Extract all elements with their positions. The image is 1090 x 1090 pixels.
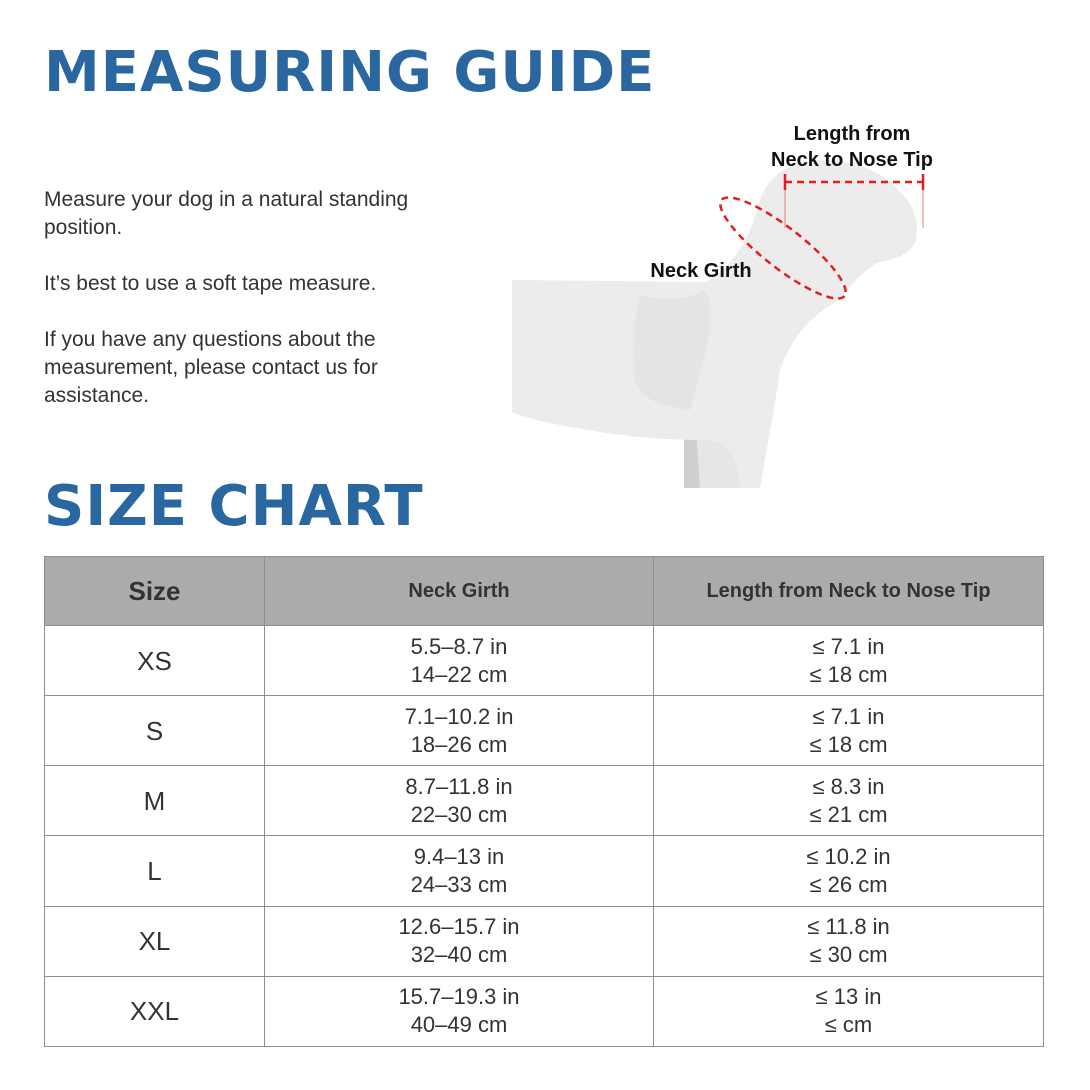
len-in: ≤ 7.1 in: [812, 633, 885, 659]
neck-girth-label: Neck Girth: [650, 260, 752, 282]
len-cm: ≤ 18 cm: [809, 731, 888, 757]
table-row: [45, 836, 1044, 906]
neck-in: 5.5–8.7 in: [410, 633, 508, 659]
neck-girth-cell: [265, 906, 654, 976]
measuring-guide-title: MEASURING GUIDE: [44, 40, 656, 105]
size-cell: XS: [45, 626, 265, 696]
neck-in: 12.6–15.7 in: [398, 914, 520, 940]
header-size: Size: [45, 557, 265, 626]
neck-cm: 18–26 cm: [410, 731, 508, 757]
header-neck-girth: Neck Girth: [265, 557, 654, 626]
size-cell: XL: [45, 906, 265, 976]
table-header-row: [45, 557, 1044, 626]
length-cell: [654, 976, 1044, 1046]
size-cell: XXL: [45, 976, 265, 1046]
neck-cm: 40–49 cm: [410, 1012, 508, 1038]
neck-cm: 32–40 cm: [410, 942, 508, 968]
table-row: [45, 906, 1044, 976]
length-label: [752, 121, 952, 173]
neck-in: 9.4–13 in: [413, 844, 505, 870]
neck-cm: 22–30 cm: [410, 801, 508, 827]
length-cell: [654, 906, 1044, 976]
neck-girth-cell: [265, 976, 654, 1046]
len-in: ≤ 13 in: [815, 984, 882, 1010]
neck-in: 7.1–10.2 in: [404, 703, 514, 729]
size-table: [44, 556, 1044, 1047]
dog-silhouette-illustration: [0, 0, 1090, 500]
len-cm: ≤ 26 cm: [809, 872, 888, 898]
neck-girth-cell: [265, 766, 654, 836]
neck-girth-cell: [265, 836, 654, 906]
len-in: ≤ 8.3 in: [812, 773, 885, 799]
dog-measurement-diagram: [0, 0, 1090, 500]
instruction-contact: If you have any questions about the measurement, please contact us for assistance.: [44, 328, 378, 407]
length-cell: [654, 766, 1044, 836]
size-chart-title: SIZE CHART: [44, 474, 424, 539]
header-length: Length from Neck to Nose Tip: [654, 557, 1044, 626]
len-cm: ≤ 30 cm: [809, 942, 888, 968]
neck-girth-cell: [265, 626, 654, 696]
length-cell: [654, 836, 1044, 906]
size-cell: L: [45, 836, 265, 906]
instruction-standing: Measure your dog in a natural standing position.: [44, 188, 409, 239]
size-cell: M: [45, 766, 265, 836]
len-in: ≤ 7.1 in: [812, 703, 885, 729]
instruction-tape: It’s best to use a soft tape measure.: [44, 272, 377, 295]
length-cell: [654, 696, 1044, 766]
length-cell: [654, 626, 1044, 696]
table-row: [45, 976, 1044, 1046]
table-row: [45, 696, 1044, 766]
neck-girth-cell: [265, 696, 654, 766]
neck-cm: 14–22 cm: [410, 661, 508, 687]
neck-in: 15.7–19.3 in: [398, 984, 520, 1010]
len-cm: ≤ 21 cm: [809, 801, 888, 827]
dog-body-shape: [512, 160, 917, 488]
neck-in: 8.7–11.8 in: [405, 773, 513, 799]
len-cm: ≤ cm: [824, 1012, 873, 1038]
table-row: [45, 766, 1044, 836]
neck-cm: 24–33 cm: [410, 872, 508, 898]
size-cell: S: [45, 696, 265, 766]
len-in: ≤ 10.2 in: [806, 844, 891, 870]
length-label-line1: Length from: [793, 123, 911, 145]
len-in: ≤ 11.8 in: [807, 914, 890, 940]
table-row: [45, 626, 1044, 696]
length-label-line2: Neck to Nose Tip: [771, 149, 933, 171]
len-cm: ≤ 18 cm: [809, 661, 888, 687]
